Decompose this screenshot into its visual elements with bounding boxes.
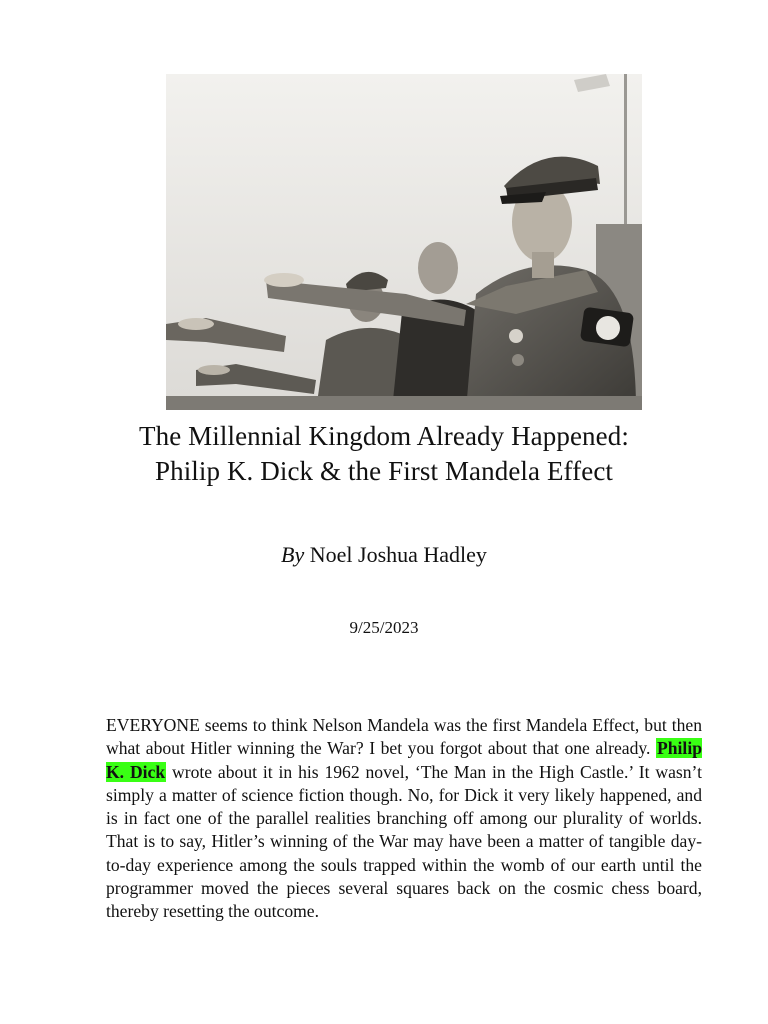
highlighted-name: Philip K. Dick (106, 738, 702, 782)
header-photo (166, 74, 642, 410)
article-title (60, 419, 708, 489)
author-name: Noel Joshua Hadley (309, 542, 487, 567)
byline-prefix: By (281, 542, 305, 567)
body-text-before: EVERYONE seems to think Nelson Mandela was the first Mandela Effect, but then what about Hitler winning the War? I bet you forgot about that one already. (106, 715, 702, 759)
body-paragraph (106, 714, 702, 924)
photo-illustration (166, 74, 642, 410)
title-line-1: The Millennial Kingdom Already Happened: (139, 421, 629, 451)
byline (60, 540, 708, 570)
publication-date: 9/25/2023 (349, 618, 419, 637)
body-text-after: wrote about it in his 1962 novel, ‘The Man in the High Castle.’ It wasn’t simply a matter of science fiction though. No, for Dick it very likely happened, and is in fact one of the parallel realities branching off among our plurality of worlds. That is to say, Hitler’s winning of the War may have been a matter of tangible day-to-day experience among the souls trapped within the womb of our earth until the programmer moved the pieces several squares back on the cosmic chess board, thereby resetting the outcome. (106, 761, 702, 922)
title-line-2: Philip K. Dick & the First Mandela Effect (154, 456, 614, 486)
